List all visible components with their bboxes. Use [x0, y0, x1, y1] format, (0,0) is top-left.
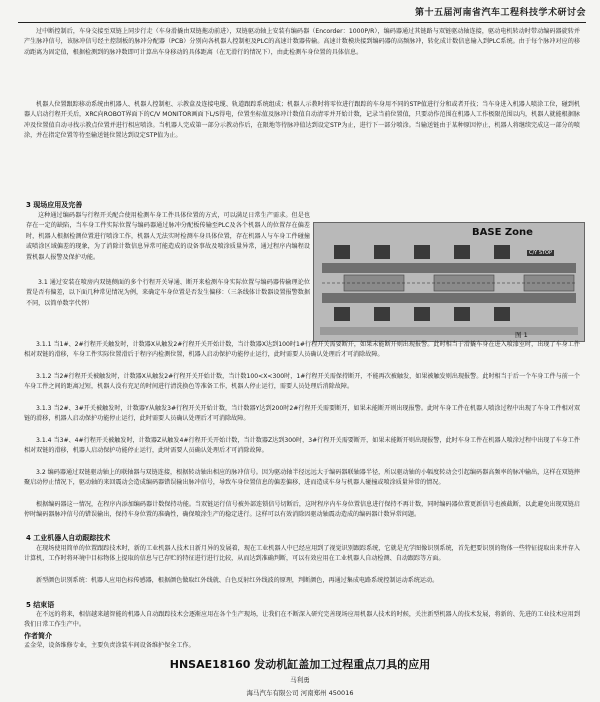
section-3-2-paragraph: 3.2 编码器通过双链驱动轴上的联轴器与双链连接，根据转动轴出相应的脉冲信号。因为驱动轴半径远远大于编码器联轴器半径，所以驱动轴的小幅度转动会引起编码器高频率的脉冲输出，这样在双链摔聚启动停止情况下，驱动轴的来回震动会造成编码器错误输出脉冲信号，导致车身位置信息的偏差偏移，进而造成车身与机器人碰撞或喷涂质量异常的情况。	[24, 469, 580, 487]
conveyor-rail-top	[322, 263, 576, 273]
section-4-title: 4 工业机器人自动跟踪技术	[26, 534, 111, 542]
conveyor-rail-bottom	[322, 293, 576, 303]
floor-strip	[320, 327, 578, 335]
author-bio-text: 孟金荣，设备维修专业，主要负责涂装车间设备维护保全工作。	[24, 642, 195, 649]
section-3-paragraph-2: 3.1 通过安装在喷房内双链侧面的多个行程开关导通、断开来检测车身实际位置与编码器传输理论位置是否有偏差，以下面几种常见情况为例，来确定车身位置是否发生偏移：（三条线体计数器设置报警数据不同，以简单数字代替）	[26, 279, 310, 307]
intro-paragraph-1: 过中断控制后，车身交接至双链上同步行走（车身滑撬由双链拖动前进），双链驱动轴上安装有编码器（Encorder：1000P/R），编码器通过其链路与双链驱动轴连接，驱动电机转动时带动编码器旋转并产生脉冲信号，该脉冲信号经主控制板的脉冲分配器（PCB）分别向各机器人控制柜及PLC的高速计数器传输。高速计数模块接到编码器的高频脉冲，转化成计数信息输入到PLC系统。由于每个脉冲对应的移动距离为固定值，根据检测到的脉冲数即可计算出车身移动的具体距离（在无滑行的情况下），由此检测车身位置的具体信息。	[24, 28, 580, 56]
robot-unit	[454, 307, 470, 321]
robot-unit	[374, 307, 390, 321]
figure-caption: 图 1	[515, 331, 528, 339]
rule-3-1-3: 3.1.3 当2#、3#开关被触发时，计数器Y从触发3#行程开关开始计数，当计数器Y达到200时2#行程开关需要断开，如果未能断开则出现报警。此时车身工件在机器人喷涂过程中出现了车身工件相对双链的滑移，机器人启动保护功能停止运行，此时需要人员确认处理后才可消除故障。	[24, 405, 580, 423]
base-zone-diagram	[314, 223, 584, 341]
robot-unit	[454, 245, 470, 259]
figure-base-zone	[313, 222, 585, 342]
robot-unit	[334, 245, 350, 259]
section-5-title: 5 结束语	[26, 601, 55, 609]
next-article-title: HNSAE18160 发动机缸盖加工过程重点刀具的应用	[169, 658, 431, 671]
section-3-title: 3 现场应用及完善	[26, 201, 83, 209]
robot-unit	[414, 245, 430, 259]
robot-unit	[414, 307, 430, 321]
section-5-paragraph: 在不远的将来，相信越来越智能的机器人自动跟踪技术会逐渐应用在各个生产现场，让我们在不断深入研究完善现场应用机器人技术的时候，关注新型机器人的技术发展，将新的、先进的工业技术应用到我们日常工作生产中。	[24, 611, 580, 629]
base-zone-label: BASE Zone	[472, 227, 533, 238]
robot-unit	[494, 307, 510, 321]
journal-header: 第十五届河南省汽车工程科技学术研讨会	[18, 4, 586, 23]
section-3-paragraph-1: 这种通过编码器与行程开关配合使用检测车身工件具体位置的方式，可以满足日常生产需求。但是也存在一定的缺陷，当车身工件实际位置与编码器通过脉冲分配板传输至PLC及各个机器人的位置存在偏差时，机器人根据检测位置进行喷涂工作，机器人无法实时检测车身具体位置，存在机器人与车身工件碰撞或喷涂区域偏差的现象，为了消除计数信息异常可能造成的设备事故及喷涂质量异常，通过程序内编程设置机器人报警及保护功能。	[26, 212, 310, 261]
robot-unit	[374, 245, 390, 259]
conveyor-stop-label: C/Y STOP	[529, 250, 552, 256]
robot-unit	[334, 307, 350, 321]
author-bio-heading: 作者简介	[24, 632, 52, 640]
intro-paragraph-2: 机器人位置跟踪移动系统由机器人、机器人控制柜、示教盒及连接电缆、轨道跟踪系统组成；机器人示教时将零位进行跟踪的车身用不同的STP值进行分和或者开技；当车身进入机器人喷涂工位，碰到机器人启动行程开关后，XRC向ROBOT界面下的C/V MONITOR画面下L/S得电，位置坐标值及脉冲计数值自动清零并开始计数，记录当前位置值，只要动作范围在机器人工作极限范围以内，机器人就能根据脉冲及位置值自动寻找示教点位置并进行相应喷涂。当机器人完成第一部分示教动作后，在限地等待脉冲值达到设定STP为止，进行下一部分喷涂。当输送链由于某种原因停止，机器人将继续完成这一部分的喷涂，并在指定位置等待至输送链位置达到设定STP值为止。	[24, 101, 580, 140]
next-article-author: 马利勇	[290, 676, 310, 684]
section-4-paragraph-2: 新型颜色识别系统：机器人应用色标传感器，根据颜色做取红外线就、白色反射红外线波的原理，判断颜色，再通过集成电路系统控制运动系统运动。	[36, 577, 439, 584]
rule-3-1-1: 3.1.1 当1#、2#行程开关触发时，计数器X从触发2#行程开关开始计数，当计数器X达到100时1#行程开关需要断开，如果未能断开则出现报警。此时相当于滑撬车身在进入喷漆室时，出现了车身工件相对双链的滑移，车身工件实际位置滑后于程序内检测位置，机器人启动保护功能停止运行，此时需要人员确认处理后才可消除故障。	[24, 341, 580, 359]
robot-unit	[494, 245, 510, 259]
rule-3-1-2: 3.1.2 当2#行程开关被触发时，计数器X从触发2#行程开关开始计数，当计数100<X<300时，1#行程开关需保持断开，不能再次被触发，如果被触发则出现报警。此时相当于后一个车身工件与前一个车身工件之间的距离过短，机器人没有充足的时间进行清洗换色等准备工作，机器人停止运行，需要人员处理后消除故障。	[24, 373, 580, 391]
rule-3-1-4: 3.1.4 当3#、4#行程开关被触发时，计数器Z从触发4#行程开关开始计数，当计数器Z达到300时，3#行程开关需要断开，如果未能断开则出现报警，此时车身工件在机器人喷涂过程中出现了车身工件相对双链的滑移，机器人启动保护功能停止运行，此时需要人员确认处理后才可消除故障。	[24, 437, 580, 455]
next-article-affiliation: 海马汽车有限公司 河南郑州 450016	[246, 689, 354, 697]
section-3-3-paragraph: 根据编码器这一情况，在程序内添加编码器计数保持功能。当双链运行信号被外部连锁信号切断后，这时程序内车身位置信息进行保持不再计数，同时编码器位置更新信号也被截断，以此避免出现双链启停时编码器脉冲信号的错误输出，保持车身位置的准确性，确保喷涂生产的稳定进行。这样可以有效消除因驱动轴震动造成的编码器计数异常问题。	[24, 501, 580, 519]
section-4-paragraph-1: 在现场使用简单的位置跟踪技术时，新的工业机器人技术日新月异的发展着，现在工业机器人中已经应用到了视觉识别跟踪系统，它就是光学图像识别系统，首先把要识别的物体一些特征提取出来并存入计算机，工作时将环境中目标物体上提取的信息与已存贮的特征进行进行比较，从而达到准确判断，可以有效应用在工业机器人自动检测、自动跟踪等方面。	[24, 545, 580, 563]
